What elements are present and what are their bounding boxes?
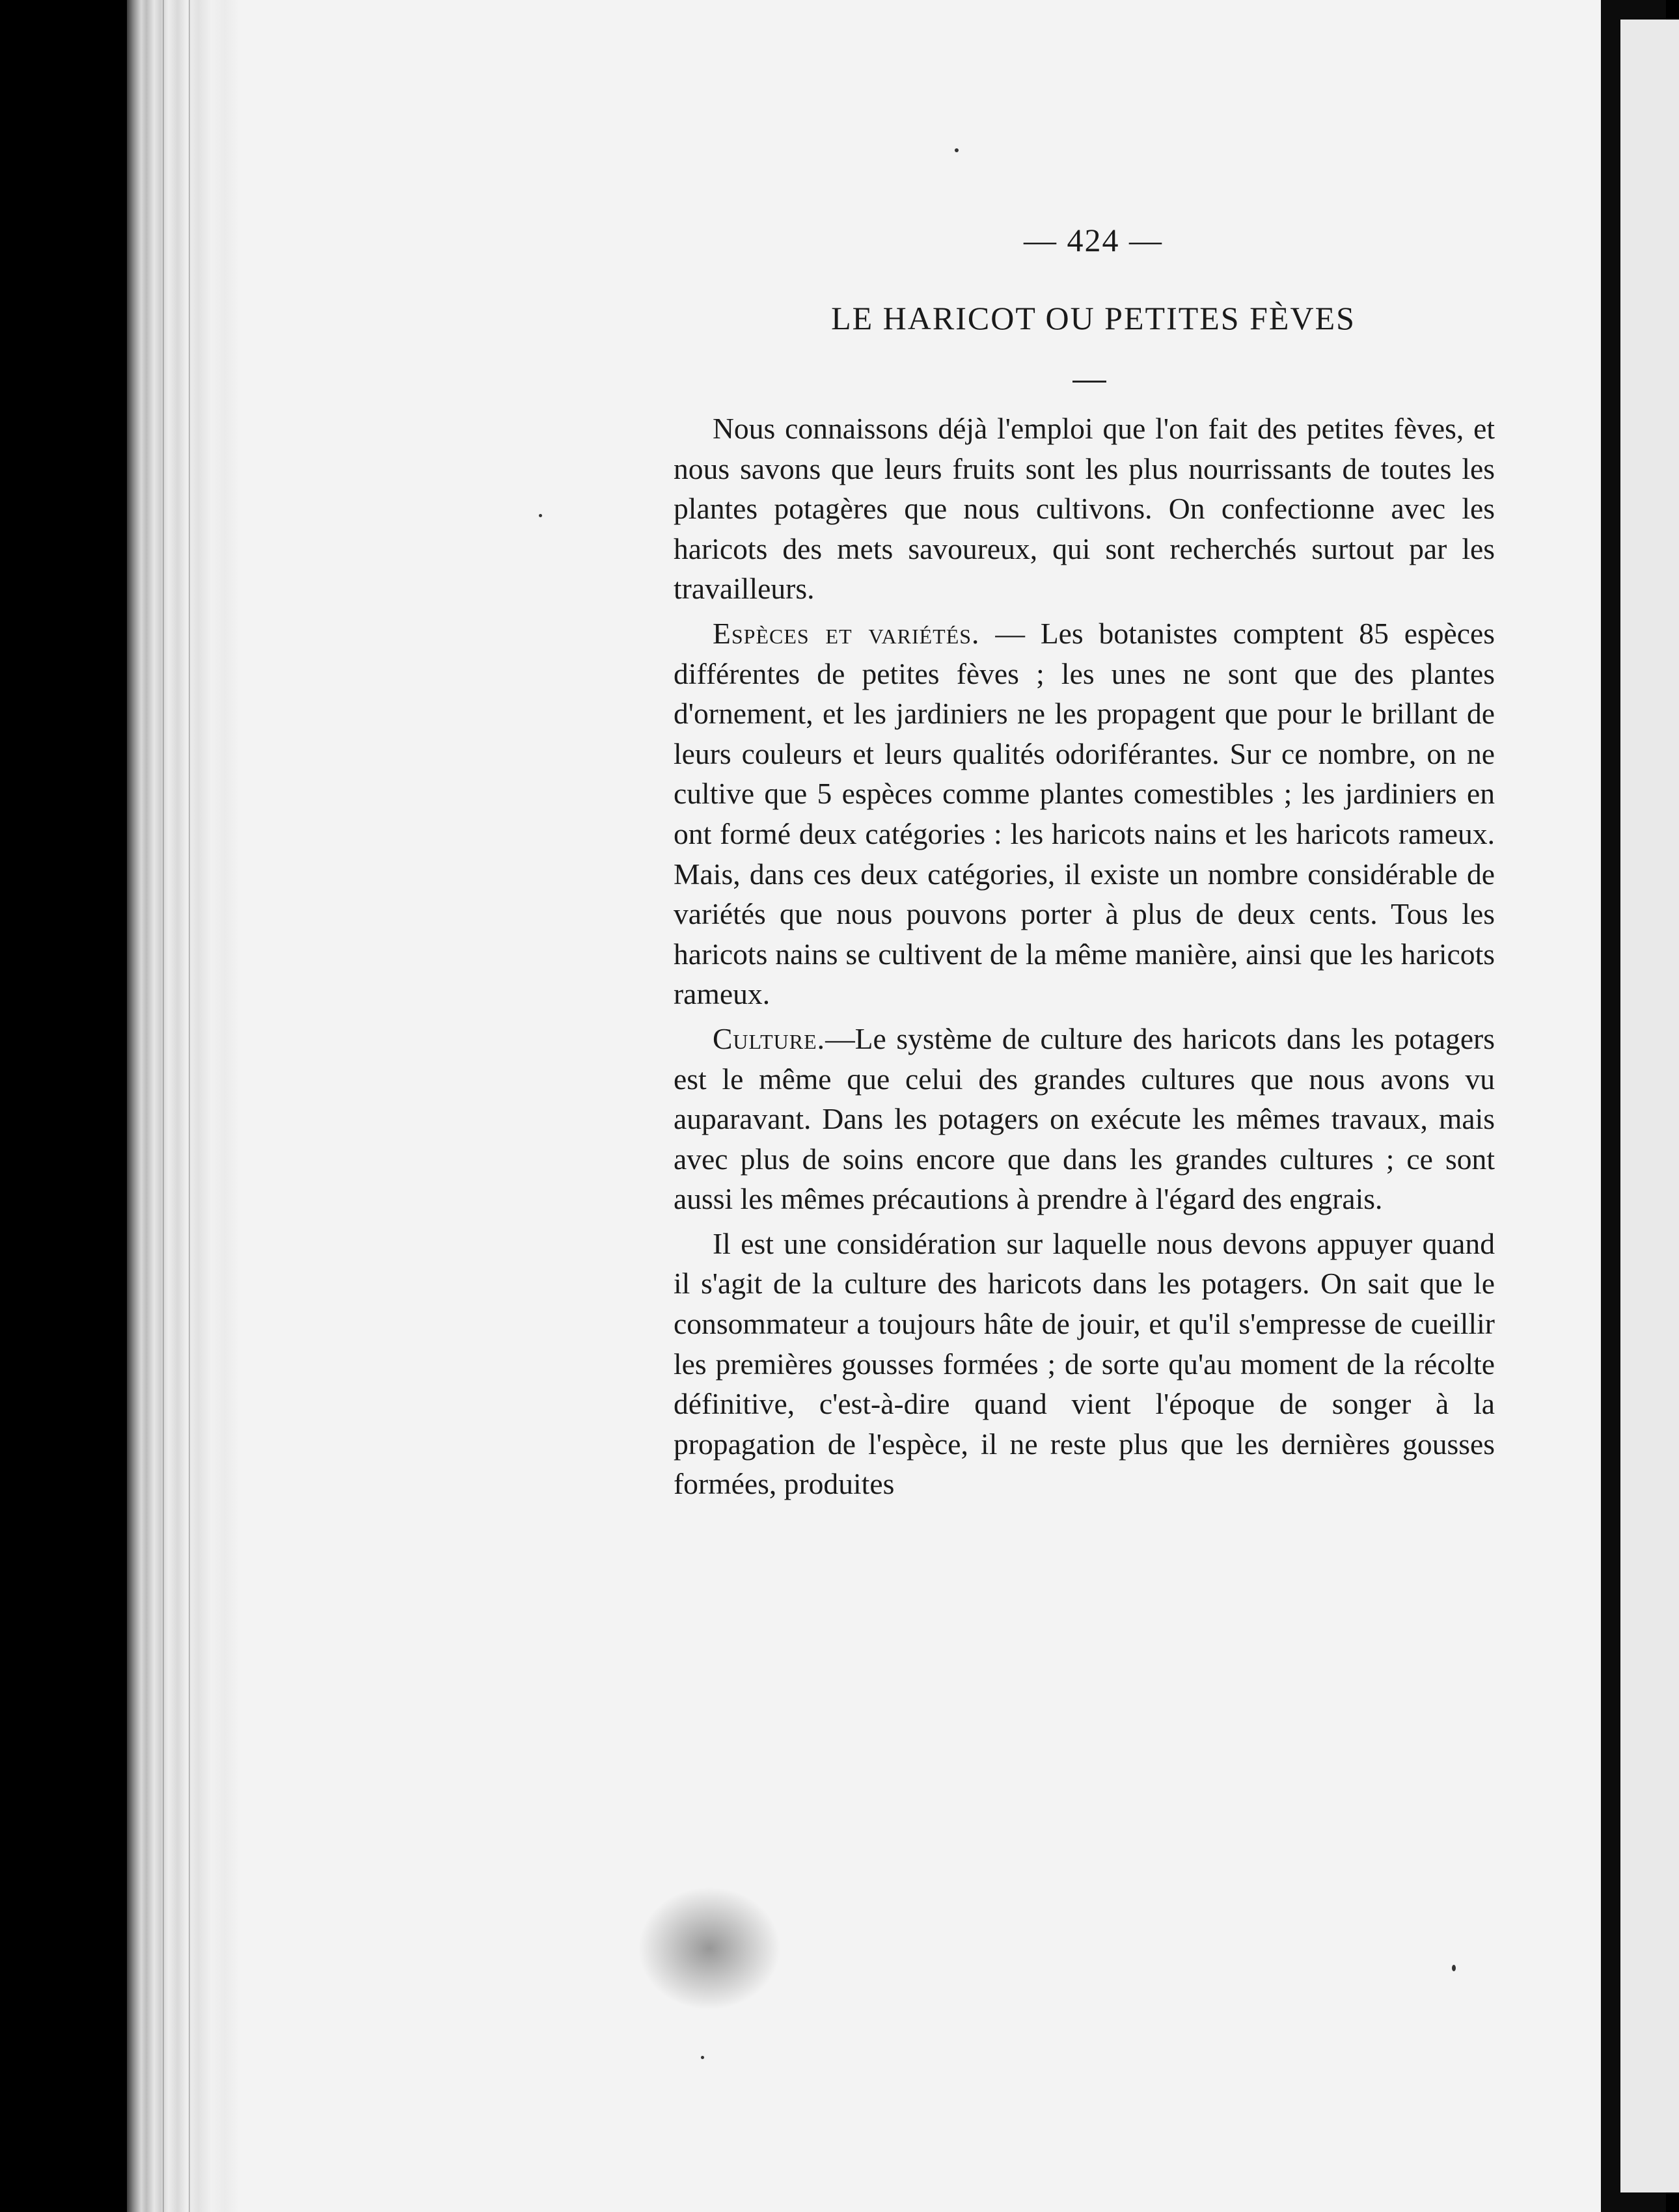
page-number: — 424 — [1024, 222, 1163, 258]
speck-mark [701, 2056, 704, 2059]
section-heading: Espèces et variétés. [713, 616, 980, 650]
paragraph [674, 1019, 1495, 1219]
paragraph: Il est une considération sur laquelle nous devons appuyer quand il s'agit de la culture des haricots dans les potagers. On sait que le consommateur a toujours hâte de jouir, et qu'il s'empresse de cueillir les premières gousses formées ; de sorte qu'au moment de la récolte définitive, c'est-à-dire quand vient l'époque de songer à la propagation de l'espèce, il ne reste plus que les dernières gousses formées, produites [674, 1226, 1495, 1501]
paragraph-text: — Les botanistes comptent 85 espèces différentes de petites fèves ; les unes ne sont que des plantes d'ornement, et les jardiniers ne les propagent que pour le brillant de leurs couleurs et leurs qualités odoriférantes. Sur ce nombre, on ne cultive que 5 espèces comme plantes comestibles ; les jardiniers en ont formé deux catégories : les haricots nains et les haricots rameux. Mais, dans ces deux catégories, il existe un nombre considérable de variétés que nous pouvons porter à plus de deux cents. Tous les haricots nains se cultivent de la même manière, ainsi que les haricots rameux. [674, 616, 1495, 1011]
section-heading: Culture. [713, 1021, 826, 1055]
paragraph: Nous connaissons déjà l'emploi que l'on fait des petites fèves, et nous savons que leurs fruits sont les plus nourrissants de toutes les plantes potagères que nous cultivons. On confectionne avec les haricots des mets savoureux, qui sont recherchés surtout par les travailleurs. [674, 412, 1495, 606]
title-rule [1072, 381, 1106, 383]
ink-smudge [638, 1887, 781, 2010]
speck-mark [539, 514, 542, 517]
paragraph [674, 614, 1495, 1014]
book-page-edges [127, 0, 238, 2212]
body-text [674, 409, 1495, 1509]
speck-mark [955, 148, 959, 152]
paragraph-text: —Le système de culture des haricots dans les potagers est le même que celui des grandes cultures que nous avons vu auparavant. Dans les potagers on exécute les mêmes travaux, mais avec plus de soins encore que dans les grandes cultures ; ce sont aussi les mêmes précautions à prendre à l'égard des engrais. [674, 1021, 1495, 1216]
chapter-title: LE HARICOT OU PETITES FÈVES [831, 300, 1356, 336]
facing-page-edge [1620, 20, 1679, 2192]
speck-mark [1452, 1965, 1456, 1971]
